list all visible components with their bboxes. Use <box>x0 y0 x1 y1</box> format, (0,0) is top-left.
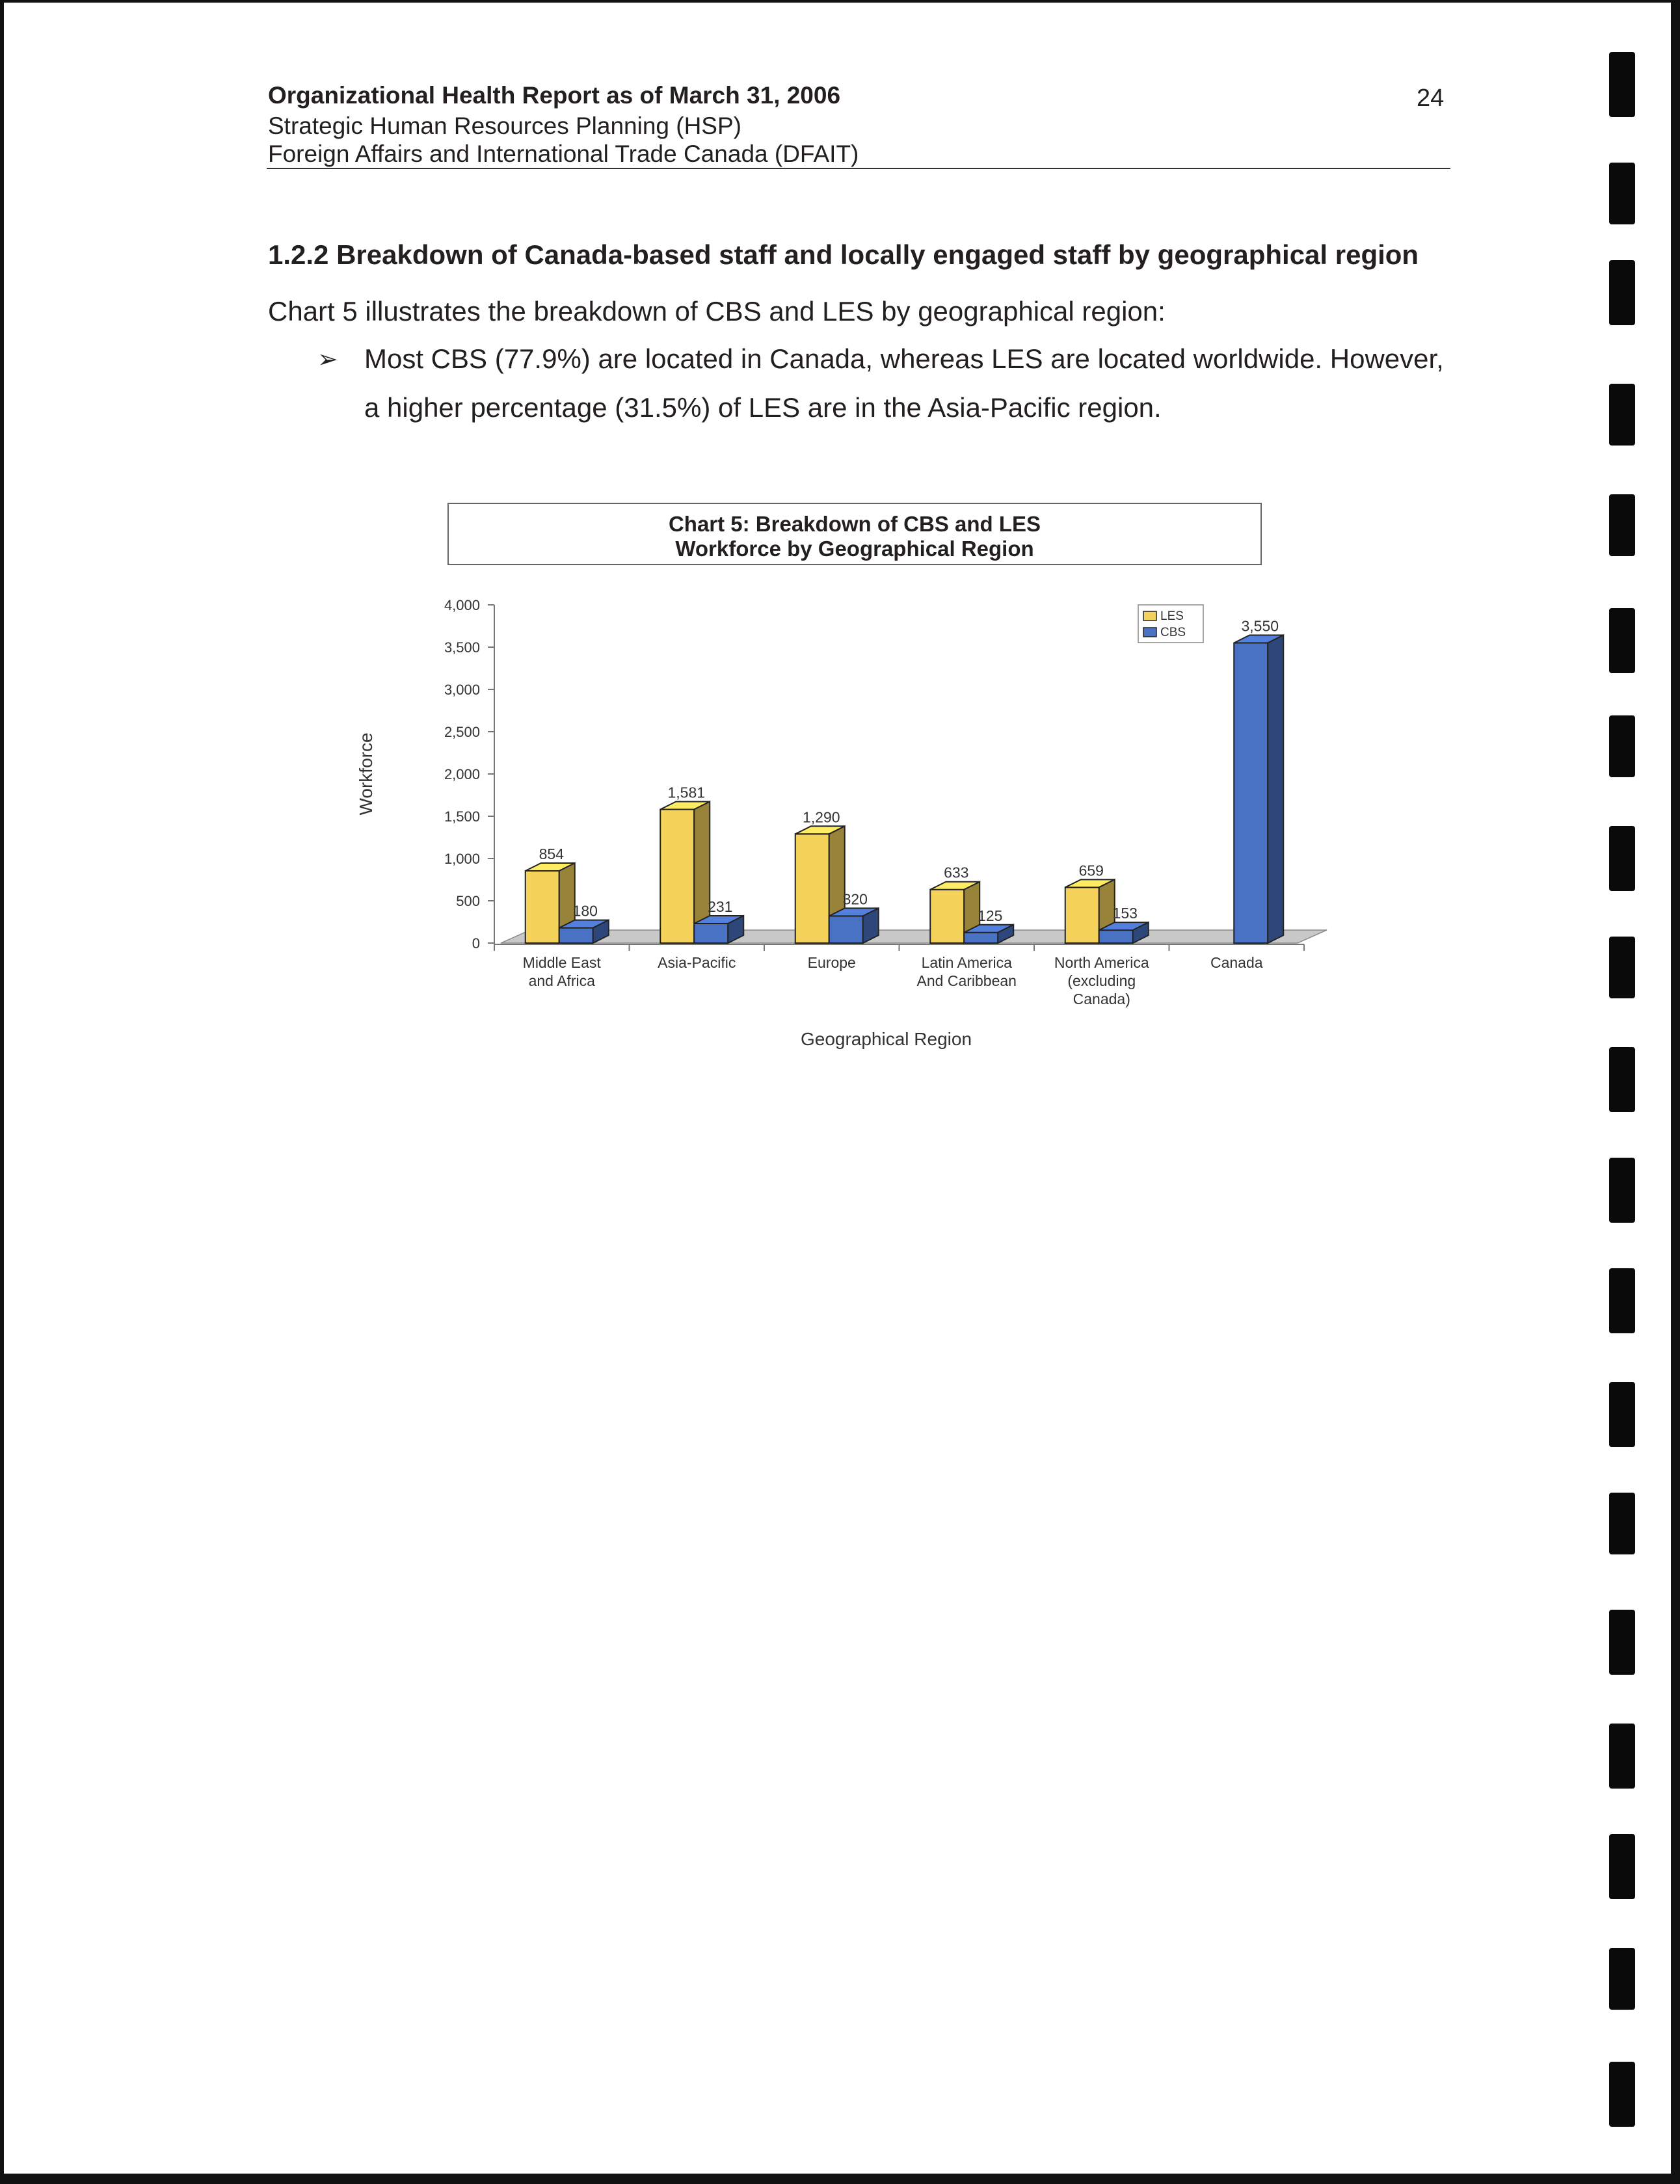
bar-data-label: 1,581 <box>667 784 706 801</box>
x-category-label: And Caribbean <box>916 972 1017 989</box>
bar-data-label: 854 <box>539 845 564 862</box>
x-category-label: and Africa <box>528 972 595 989</box>
cbs-bar <box>559 920 609 943</box>
bar-data-label: 659 <box>1078 862 1104 879</box>
y-axis-title: Workforce <box>356 732 376 816</box>
binder-mark <box>1609 494 1635 556</box>
legend-swatch-les <box>1143 611 1156 620</box>
x-category-label: Canada <box>1210 954 1263 971</box>
bar-front <box>829 916 863 943</box>
binder-mark <box>1609 937 1635 998</box>
page-number: 24 <box>1417 85 1445 112</box>
workforce-bar-chart <box>338 585 1340 1067</box>
binder-mark <box>1609 1382 1635 1447</box>
binder-mark <box>1609 384 1635 446</box>
bar-front <box>1234 643 1268 944</box>
binder-mark <box>1609 1158 1635 1223</box>
binder-mark <box>1609 1948 1635 2010</box>
bar-data-label: 3,550 <box>1241 617 1279 635</box>
chart-legend <box>1138 605 1203 643</box>
bar-data-label: 320 <box>842 890 868 908</box>
y-tick-label: 1,500 <box>444 808 480 825</box>
binder-mark <box>1609 1834 1635 1899</box>
x-category-label: Asia-Pacific <box>658 954 736 971</box>
binder-mark <box>1609 52 1635 117</box>
department-name: Foreign Affairs and International Trade Canada (DFAIT) <box>268 140 859 167</box>
binder-mark <box>1609 1610 1635 1675</box>
binder-mark <box>1609 163 1635 224</box>
bar-data-label: 633 <box>944 864 969 881</box>
y-tick-label: 3,000 <box>444 682 480 698</box>
bar-front <box>526 871 559 943</box>
y-tick-label: 2,000 <box>444 766 480 782</box>
report-subtitle: Strategic Human Resources Planning (HSP) <box>268 113 741 139</box>
bar-front <box>795 834 829 943</box>
scan-border-left <box>0 0 4 2184</box>
chart-title-box <box>447 503 1262 565</box>
binder-mark <box>1609 1268 1635 1333</box>
bar-front <box>930 890 964 943</box>
bar-data-label: 180 <box>572 902 598 920</box>
x-category-label: (excluding <box>1067 972 1136 989</box>
binder-mark <box>1609 1724 1635 1789</box>
y-tick-label: 500 <box>456 893 480 909</box>
bar-data-label: 1,290 <box>802 808 840 826</box>
x-axis-title: Geographical Region <box>800 1029 972 1049</box>
binder-mark <box>1609 1047 1635 1112</box>
bar-front <box>694 924 728 943</box>
bar-data-label: 125 <box>978 907 1003 924</box>
chart-floor <box>501 930 1327 943</box>
legend-label-les: LES <box>1160 609 1184 623</box>
binder-mark <box>1609 608 1635 673</box>
binder-mark <box>1609 826 1635 891</box>
binder-mark <box>1609 715 1635 777</box>
cbs-bar <box>694 916 743 943</box>
binder-mark <box>1609 260 1635 325</box>
x-category-label: Canada) <box>1073 991 1130 1007</box>
binder-mark <box>1609 2062 1635 2127</box>
bullet-text-line-2: a higher percentage (31.5%) of LES are in the Asia-Pacific region. <box>364 392 1162 423</box>
y-tick-label: 4,000 <box>444 597 480 613</box>
x-category-label: Europe <box>807 954 856 971</box>
binder-mark <box>1609 1493 1635 1554</box>
bar-side <box>1268 635 1283 944</box>
bar-front <box>660 809 694 943</box>
bar-front <box>1065 887 1099 943</box>
x-category-label: North America <box>1054 954 1149 971</box>
chart-title-line-2: Workforce by Geographical Region <box>675 537 1034 561</box>
header-rule <box>267 168 1450 169</box>
bar-front <box>1099 930 1133 943</box>
report-title: Organizational Health Report as of March 31, 2006 <box>268 82 841 109</box>
y-tick-label: 2,500 <box>444 724 480 740</box>
scan-border-right <box>1671 0 1680 2184</box>
bar-data-label: 153 <box>1112 905 1138 922</box>
chart-title-line-1: Chart 5: Breakdown of CBS and LES <box>668 512 1041 536</box>
bullet-arrow-icon: ➢ <box>317 346 338 373</box>
y-tick-label: 3,500 <box>444 639 480 656</box>
x-category-label: Middle East <box>522 954 601 971</box>
cbs-bar <box>1234 635 1283 944</box>
legend-swatch-cbs <box>1143 628 1156 637</box>
x-category-label: Latin America <box>921 954 1012 971</box>
scan-border-bottom <box>0 2174 1680 2184</box>
scan-border-top <box>0 0 1680 3</box>
bar-front <box>964 933 998 943</box>
cbs-bar <box>829 908 879 943</box>
section-heading: 1.2.2 Breakdown of Canada-based staff and locally engaged staff by geographical region <box>268 239 1419 270</box>
bullet-text-line-1: Most CBS (77.9%) are located in Canada, whereas LES are located worldwide. However, <box>364 343 1444 374</box>
bar-data-label: 231 <box>708 898 733 915</box>
bar-front <box>559 928 593 943</box>
y-tick-label: 1,000 <box>444 851 480 867</box>
y-tick-label: 0 <box>472 935 480 952</box>
intro-paragraph: Chart 5 illustrates the breakdown of CBS and LES by geographical region: <box>268 296 1166 326</box>
legend-label-cbs: CBS <box>1160 626 1186 639</box>
